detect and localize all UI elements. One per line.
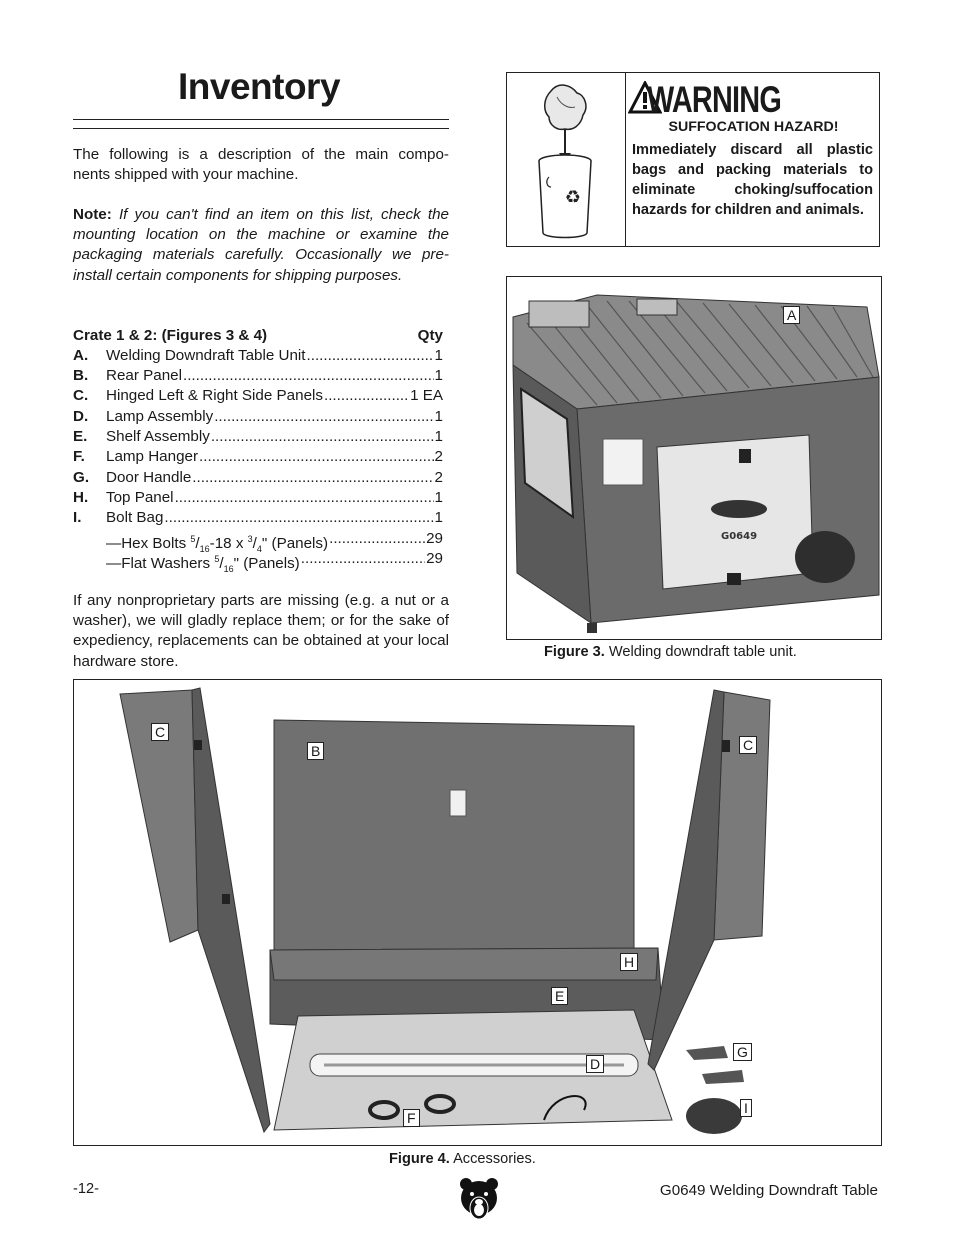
figure-4-callout-e: E bbox=[551, 987, 568, 1005]
item-letter-spacer bbox=[73, 549, 106, 569]
inventory-item bbox=[73, 488, 443, 508]
trash-bag-icon bbox=[529, 81, 603, 241]
figure-4-callout-i: I bbox=[740, 1099, 752, 1117]
leader-dots bbox=[324, 386, 409, 406]
leader-dots bbox=[211, 427, 434, 447]
item-letter: B. bbox=[73, 367, 89, 384]
leader-dots bbox=[214, 407, 433, 427]
item-qty: 1 bbox=[434, 408, 443, 425]
leader-dots bbox=[175, 488, 434, 508]
leader-dots bbox=[301, 549, 425, 569]
figure-4-callout-d: D bbox=[586, 1055, 604, 1073]
footer-doc-title: G0649 Welding Downdraft Table bbox=[659, 1182, 878, 1199]
inventory-crate-label: Crate 1 & 2: (Figures 3 & 4) bbox=[73, 327, 268, 344]
figure-4-photo bbox=[73, 679, 882, 1146]
subitem-suffix: " (Panels) bbox=[233, 555, 300, 573]
item-name: —Flat Washers $^5/_{16}$" (Panels) bbox=[106, 554, 300, 575]
figure-3-caption-text: Welding downdraft table unit. bbox=[604, 644, 797, 660]
fraction-numerator: 5 bbox=[190, 534, 196, 544]
inventory-item bbox=[73, 366, 443, 386]
item-name: Door Handle bbox=[106, 469, 192, 486]
item-name: Welding Downdraft Table Unit bbox=[106, 347, 306, 364]
subitem-prefix: —Hex Bolts bbox=[106, 535, 191, 553]
fraction-denominator: 16 bbox=[199, 544, 210, 555]
figure-4-callout-c-right: C bbox=[739, 736, 757, 754]
inventory-header bbox=[73, 327, 443, 344]
inventory-qty-header: Qty bbox=[417, 327, 443, 344]
item-letter: C. bbox=[73, 387, 89, 404]
item-letter: I. bbox=[73, 509, 82, 526]
fraction-denominator: 16 bbox=[223, 564, 234, 575]
item-qty: 1 EA bbox=[410, 387, 443, 404]
figure-4-callout-h: H bbox=[620, 953, 638, 971]
subitem-prefix: —Flat Washers bbox=[106, 555, 215, 573]
inventory-item bbox=[73, 427, 443, 447]
item-letter: H. bbox=[73, 489, 89, 506]
note-label: Note: bbox=[73, 206, 112, 223]
missing-parts-paragraph: If any nonproprietary parts are missing (e.g. a nut or a washer), we will gladly replace them; or for the sake of expediency, replacements can be obtained at your local hardware store. bbox=[73, 592, 449, 670]
item-name: Shelf Assembly bbox=[106, 428, 210, 445]
warning-box bbox=[506, 72, 880, 247]
leader-dots bbox=[307, 346, 434, 366]
item-qty: 29 bbox=[426, 530, 443, 547]
fraction-numerator: 5 bbox=[214, 554, 220, 564]
inventory-item bbox=[73, 386, 443, 406]
footer-page-number: -12- bbox=[73, 1181, 99, 1197]
inventory-item bbox=[73, 508, 443, 528]
title-rule-top bbox=[73, 119, 449, 120]
item-name: —Hex Bolts $^5/_{16}-18$ x $^3/_4$" (Panels) bbox=[106, 534, 329, 555]
item-qty: 1 bbox=[434, 428, 443, 445]
unit-model-label: G0649 bbox=[721, 531, 758, 542]
leader-dots bbox=[199, 447, 434, 467]
figure-3-caption-label: Figure 3. bbox=[544, 644, 605, 660]
item-letter: F. bbox=[73, 448, 85, 465]
warning-divider bbox=[625, 73, 626, 246]
figure-3-callout-a: A bbox=[783, 306, 800, 324]
inventory-subitem bbox=[73, 549, 443, 575]
title-rule-bottom bbox=[73, 128, 449, 129]
figure-4-callout-f: F bbox=[403, 1109, 420, 1127]
item-name: Bolt Bag bbox=[106, 509, 164, 526]
inventory-item bbox=[73, 407, 443, 427]
item-letter: E. bbox=[73, 428, 88, 445]
accessories-illustration bbox=[74, 680, 882, 1146]
warning-body: Immediately discard all plastic bags and packing materials to eliminate choking/suffocation hazards for children and animals. bbox=[632, 142, 873, 218]
item-name: Lamp Hanger bbox=[106, 448, 199, 465]
item-qty: 1 bbox=[434, 509, 443, 526]
inventory-item bbox=[73, 447, 443, 467]
subitem-mid: -18 x bbox=[209, 535, 248, 553]
fraction-numerator: 3 bbox=[247, 534, 253, 544]
leader-dots bbox=[183, 366, 434, 386]
item-letter-spacer bbox=[73, 529, 106, 549]
figure-4-callout-c-left: C bbox=[151, 723, 169, 741]
inventory-subitem bbox=[73, 529, 443, 555]
leader-dots bbox=[164, 508, 433, 528]
figure-4-callout-b: B bbox=[307, 742, 324, 760]
figure-4-caption-label: Figure 4. bbox=[389, 1151, 450, 1167]
svg-text:♻: ♻ bbox=[564, 187, 582, 208]
item-letter: G. bbox=[73, 469, 90, 486]
warning-title: WARNING bbox=[647, 79, 782, 120]
bear-logo-icon bbox=[458, 1176, 500, 1222]
inventory-item bbox=[73, 468, 443, 488]
leader-dots bbox=[329, 529, 425, 549]
figure-3-caption bbox=[544, 644, 797, 660]
warning-subtitle: SUFFOCATION HAZARD! bbox=[668, 119, 839, 135]
item-qty: 2 bbox=[434, 448, 443, 465]
item-letter: D. bbox=[73, 408, 89, 425]
leader-dots bbox=[192, 468, 433, 488]
item-name: Top Panel bbox=[106, 489, 174, 506]
figure-4-caption bbox=[389, 1151, 536, 1167]
item-qty: 1 bbox=[434, 347, 443, 364]
item-qty: 1 bbox=[434, 367, 443, 384]
note-paragraph bbox=[73, 205, 449, 286]
intro-line-1: The following is a description of the main compo- bbox=[73, 146, 449, 163]
item-name: Lamp Assembly bbox=[106, 408, 214, 425]
item-name: Hinged Left & Right Side Panels bbox=[106, 387, 323, 404]
item-letter: A. bbox=[73, 347, 89, 364]
intro-line-2: nents shipped with your machine. bbox=[73, 166, 299, 184]
figure-3-photo bbox=[506, 276, 882, 640]
subitem-suffix: " (Panels) bbox=[261, 535, 329, 553]
page-title: Inventory bbox=[178, 66, 341, 107]
item-qty: 29 bbox=[426, 550, 443, 567]
item-name: Rear Panel bbox=[106, 367, 182, 384]
item-qty: 2 bbox=[434, 469, 443, 486]
welding-table-unit-illustration bbox=[507, 277, 882, 640]
inventory-item bbox=[73, 346, 443, 366]
fraction-denominator: 4 bbox=[256, 544, 262, 555]
item-qty: 1 bbox=[434, 489, 443, 506]
note-text: If you can't find an item on this list, check the mounting location on the machine or examine the packaging materials carefully. Occasionally we pre-install certain components for shipping purposes. bbox=[73, 206, 449, 284]
figure-4-caption-text: Accessories. bbox=[449, 1151, 536, 1167]
figure-4-callout-g: G bbox=[733, 1043, 752, 1061]
intro-paragraph bbox=[73, 145, 449, 185]
